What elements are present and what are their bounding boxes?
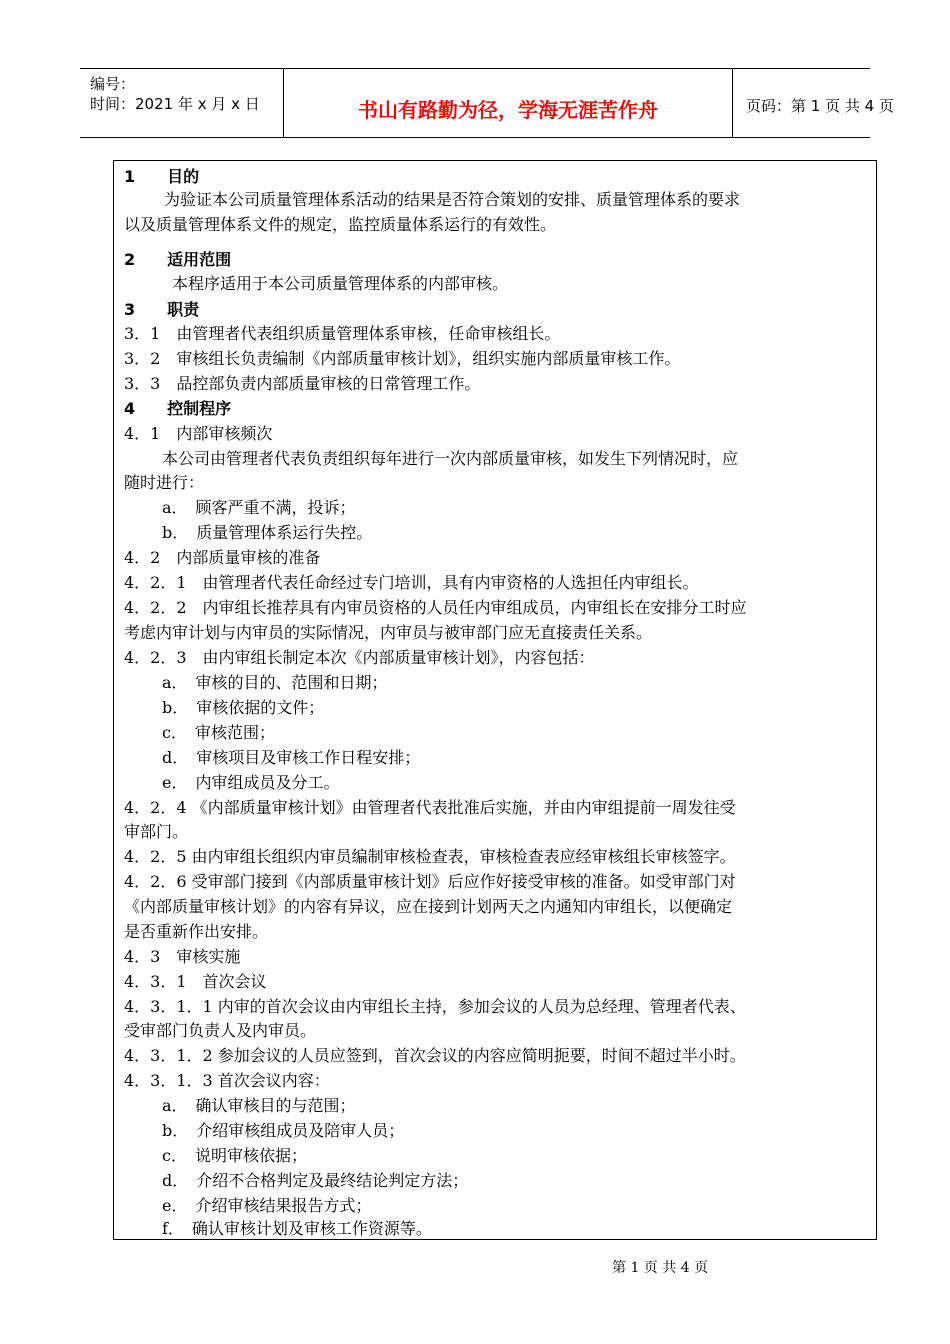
list-item: b． 审核依据的文件；	[162, 698, 325, 717]
paragraph-line: 4．2．5 由内审组长组织内审员编制审核检查表，审核检查表应经审核组长审核签字。	[124, 847, 736, 866]
list-item: d． 审核项目及审核工作日程安排；	[162, 748, 421, 767]
paragraph-line: 3．1 由管理者代表组织质量管理体系审核，任命审核组长。	[124, 324, 561, 343]
document-number-label: 编号：	[90, 75, 136, 93]
paragraph-line: 4．3．1．1 内审的首次会议由内审组长主持，参加会议的人员为总经理、管理者代表、	[124, 997, 746, 1016]
section-heading: 1 目的	[124, 167, 200, 186]
paragraph-line: 本公司由管理者代表负责组织每年进行一次内部质量审核，如发生下列情况时，应	[162, 449, 739, 468]
paragraph-line: 4．2 内部质量审核的准备	[124, 548, 321, 567]
paragraph-line: 《内部质量审核计划》的内容有异议，应在接到计划两天之内通知内审组长，以便确定	[124, 897, 733, 916]
list-item: b． 质量管理体系运行失控。	[162, 523, 373, 542]
paragraph-line: 4．1 内部审核频次	[124, 424, 273, 443]
paragraph-line: 为验证本公司质量管理体系活动的结果是否符合策划的安排、质量管理体系的要求	[164, 190, 741, 209]
list-item: e． 介绍审核结果报告方式；	[162, 1196, 372, 1215]
paragraph-line: 4．2．2 内审组长推荐具有内审员资格的人员任内审组成员，内审组长在安排分工时应	[124, 598, 747, 617]
paragraph-line: 4．2．3 由内审组长制定本次《内部质量审核计划》，内容包括：	[124, 648, 595, 667]
paragraph-line: 是否重新作出安排。	[124, 922, 269, 941]
header-info-cell	[80, 69, 282, 137]
paragraph-line: 4．3．1 首次会议	[124, 972, 267, 991]
list-item: a． 审核的目的、范围和日期；	[162, 673, 388, 692]
paragraph-line: 3．3 品控部负责内部质量审核的日常管理工作。	[124, 374, 481, 393]
document-header	[80, 68, 894, 138]
header-motto-cell	[283, 69, 733, 137]
list-item: c． 审核范围；	[162, 723, 275, 742]
section-heading: 2 适用范围	[124, 250, 232, 269]
header-page-info: 页码：第 1 页 共 4 页	[746, 97, 894, 115]
paragraph-line: 4．3．1．2 参加会议的人员应签到，首次会议的内容应简明扼要，时间不超过半小时。	[124, 1046, 746, 1065]
paragraph-line: 3．2 审核组长负责编制《内部质量审核计划》，组织实施内部质量审核工作。	[124, 349, 681, 368]
header-motto: 书山有路勤为径，学海无涯苦作舟	[358, 98, 658, 122]
paragraph-line: 考虑内审计划与内审员的实际情况，内审员与被审部门应无直接责任关系。	[124, 623, 653, 642]
list-item: a． 顾客严重不满，投诉；	[162, 498, 356, 517]
paragraph-line: 以及质量管理体系文件的规定，监控质量体系运行的有效性。	[124, 215, 557, 234]
paragraph-line: 4．2．4 《内部质量审核计划》由管理者代表批准后实施，并由内审组提前一周发往受	[124, 798, 736, 817]
page-footer: 第 1 页 共 4 页	[612, 1260, 709, 1276]
section-heading: 4 控制程序	[124, 399, 232, 418]
list-item: a． 确认审核目的与范围；	[162, 1096, 356, 1115]
paragraph-line: 4．2．6 受审部门接到《内部质量审核计划》后应作好接受审核的准备。如受审部门对	[124, 872, 736, 891]
header-page-cell	[732, 69, 894, 137]
document-body	[113, 160, 877, 1240]
paragraph-line: 4．3 审核实施	[124, 947, 241, 966]
list-item: b． 介绍审核组成员及陪审人员；	[162, 1121, 405, 1140]
list-item: d． 介绍不合格判定及最终结论判定方法；	[162, 1171, 469, 1190]
paragraph-line: 4．3．1．3 首次会议内容：	[124, 1071, 330, 1090]
list-item: e． 内审组成员及分工。	[162, 773, 340, 792]
paragraph-line: 4．2．1 由管理者代表任命经过专门培训，具有内审资格的人选担任内审组长。	[124, 573, 699, 592]
paragraph-line: 受审部门负责人及内审员。	[124, 1021, 317, 1040]
paragraph-line: 本程序适用于本公司质量管理体系的内部审核。	[172, 274, 509, 293]
document-date-label: 时间：2021 年 x 月 x 日	[90, 95, 260, 113]
paragraph-line: 审部门。	[124, 822, 189, 841]
list-item: f． 确认审核计划及审核工作资源等。	[162, 1219, 432, 1238]
section-heading: 3 职责	[124, 300, 200, 319]
list-item: c． 说明审核依据；	[162, 1146, 307, 1165]
paragraph-line: 随时进行：	[124, 473, 205, 492]
